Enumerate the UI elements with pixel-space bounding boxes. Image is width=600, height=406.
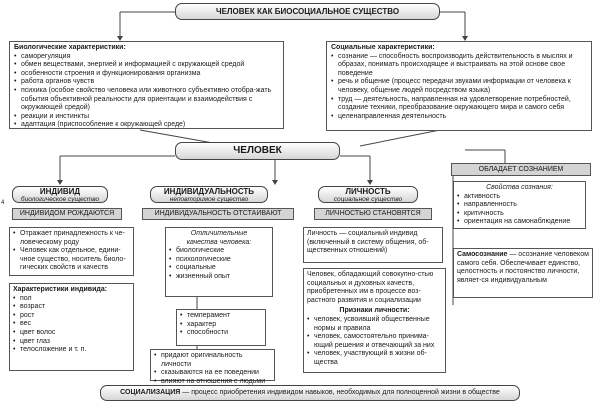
psych-list: [180, 312, 262, 338]
personality-description-box: [303, 268, 446, 373]
individ-list: [13, 230, 130, 273]
selfconsciousness-text: — осознание человеком самого себя. Обеспечивает единство, целостность и постоянство личности, являет-ся индивидуальным: [457, 251, 589, 284]
individ-chars-list: [13, 295, 130, 355]
list-item: • сознание — способность воспроизводить действительность в мыслях и образах, понимать происходящее и выстраивать на этой основе свое поведение: [331, 53, 587, 79]
list-item: • придают оригинальность личности: [154, 352, 271, 369]
personality-description: Человек, обладающий совокупно-стью социальных и духовных качеств, приобретенных им в процессе воз-растного развития и социализации: [307, 271, 434, 304]
individ-title-text: ИНДИВИД: [39, 187, 81, 196]
socialization-footer: [100, 385, 520, 401]
effects-list: [154, 352, 271, 386]
list-item: • рост: [13, 312, 130, 321]
list-item: • темперамент: [180, 312, 262, 321]
qualities-heading: Отличительные качества человека:: [186, 230, 252, 246]
list-item: • активность: [457, 193, 582, 202]
selfconsciousness-term: Самосознание: [457, 251, 508, 258]
socialization-term: СОЦИАЛИЗАЦИЯ: [120, 389, 181, 396]
individuality-subtitle: неповторимое существо: [169, 196, 249, 203]
list-item: • вес: [13, 320, 130, 329]
list-item: • человек, самостоятельно принима-ющий решения и отвечающий за них: [307, 333, 442, 350]
list-item: • возраст: [13, 303, 130, 312]
list-item: • сказываются на ее поведении: [154, 369, 271, 378]
individ-characteristics-box: [9, 283, 134, 371]
individ-subtitle: биологическое существо: [20, 196, 100, 203]
list-item: • пол: [13, 295, 130, 304]
bio-characteristics-box: [9, 41, 284, 129]
personality-title: [318, 186, 418, 203]
list-item: • адаптация (приспособление к окружающей среде): [14, 121, 279, 130]
bio-heading: Биологические характеристики:: [14, 44, 126, 51]
individ-title: [12, 186, 108, 203]
consciousness-header: ОБЛАДАЕТ СОЗНАНИЕМ: [451, 163, 591, 176]
psych-qualities-box: [176, 309, 266, 346]
individuality-title-text: ИНДИВИДУАЛЬНОСТЬ: [163, 187, 255, 196]
personality-action: ЛИЧНОСТЬЮ СТАНОВЯТСЯ: [314, 208, 432, 220]
list-item: • способности: [180, 329, 262, 338]
list-item: • психика (особое свойство человека или животного субъективно отобра-жать события объективной реальности для ориентации и взаимодействия с окружающей средой): [14, 87, 279, 113]
list-item: • обмен веществами, энергией и информацией с окружающей средой: [14, 61, 279, 70]
personality-title-text: ЛИЧНОСТЬ: [345, 187, 391, 196]
selfconsciousness-box: [453, 248, 593, 298]
bio-list: [14, 53, 279, 130]
list-item: • работа органов чувств: [14, 78, 279, 87]
list-item: • человек, усвоивший общественные нормы и правила: [307, 316, 442, 333]
list-item: • цвет глаз: [13, 338, 130, 347]
list-item: • целенаправленная деятельность: [331, 113, 587, 122]
list-item: • реакции и инстинкты: [14, 113, 279, 122]
consciousness-props-box: [453, 181, 586, 229]
socialization-text: — процесс приобретения индивидом навыков, необходимых для полноценной жизни в обществе: [180, 389, 500, 396]
individuality-qualities-box: [165, 227, 273, 297]
list-item: • характер: [180, 321, 262, 330]
props-heading: Свойства сознания:: [486, 184, 553, 191]
individuality-effects-box: [150, 349, 275, 385]
top-title: ЧЕЛОВЕК КАК БИОСОЦИАЛЬНОЕ СУЩЕСТВО: [175, 3, 440, 20]
page-number: 4: [1, 200, 5, 206]
center-title: ЧЕЛОВЕК: [175, 142, 340, 160]
list-item: • биологические: [169, 247, 269, 256]
list-item: • жизненный опыт: [169, 273, 269, 282]
props-list: [457, 193, 582, 227]
list-item: • человек, участвующий в жизни об-щества: [307, 350, 442, 367]
list-item: • цвет волос: [13, 329, 130, 338]
individuality-title: [150, 186, 268, 203]
social-list: [331, 53, 587, 122]
signs-heading: Признаки личности:: [339, 307, 410, 315]
list-item: • Отражает принадлежность к че-ловеческому роду: [13, 230, 130, 247]
list-item: • Человек как отдельное, едини-чное существо, носитель биоло-гических свойств и качеств: [13, 247, 130, 273]
signs-list: [307, 316, 442, 368]
list-item: • направленность: [457, 201, 582, 210]
personality-subtitle: социальное существо: [333, 196, 403, 203]
social-heading: Социальные характеристики:: [331, 44, 435, 51]
list-item: • психологические: [169, 256, 269, 265]
personality-definition-box: Личность — социальный индивид (включенный в систему общения, об-щественных отношений): [303, 227, 443, 263]
individ-action: ИНДИВИДОМ РОЖДАЮТСЯ: [12, 208, 122, 220]
individ-description-box: [9, 227, 134, 276]
individ-chars-heading: Характеристики индивида:: [13, 286, 108, 293]
social-characteristics-box: [326, 41, 592, 131]
list-item: • социальные: [169, 264, 269, 273]
list-item: • речь и общение (процесс передачи звуками информации от человека к человеку, общение людей посредством языка): [331, 78, 587, 95]
list-item: • телосложение и т. п.: [13, 346, 130, 355]
list-item: • труд — деятельность, направленная на удовлетворение потребностей, создание техники, преобразование окружающего мира и самого себя: [331, 96, 587, 113]
list-item: • особенности строения и функционирования организма: [14, 70, 279, 79]
qualities-list: [169, 247, 269, 281]
list-item: • критичность: [457, 210, 582, 219]
list-item: • саморегуляция: [14, 53, 279, 62]
individuality-action: ИНДИВИДУАЛЬНОСТЬ ОТСТАИВАЮТ: [142, 208, 294, 220]
list-item: • ориентация на самонаблюдение: [457, 218, 582, 227]
list-item: • влияют на отношения с людьми: [154, 378, 271, 387]
